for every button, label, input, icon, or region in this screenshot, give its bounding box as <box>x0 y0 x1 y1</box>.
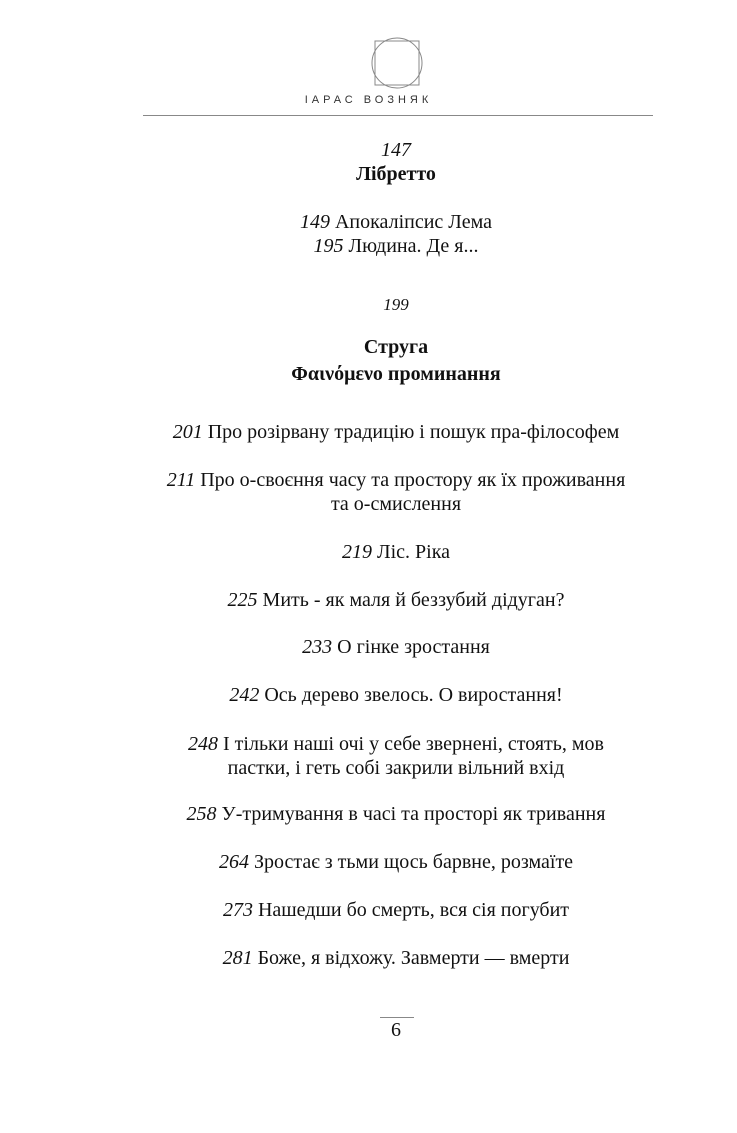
toc-entry-continuation: та о-смислення <box>330 493 462 515</box>
toc-section-title: Струга <box>363 336 429 358</box>
toc-entry <box>60 946 732 970</box>
toc-section-subtitle: Φαινόμενο проминання <box>291 363 501 385</box>
toc-entry-text: Боже, я відхожу. Завмерти — вмерти <box>257 947 570 969</box>
toc-entry-page: 258 <box>186 803 217 825</box>
page-number: 6 <box>391 1019 401 1041</box>
toc-entry-text: Ліс. Ріка <box>377 541 450 563</box>
toc-entry <box>60 234 732 258</box>
toc-entry-text: Людина. Де я... <box>348 235 479 257</box>
toc-entry <box>60 802 732 826</box>
toc-entry-text: Зростає з тьми щось барвне, розмаїте <box>253 851 574 873</box>
toc-entry <box>60 588 732 612</box>
toc-entry-text: Мить - як маля й беззубий дідуган? <box>262 589 565 611</box>
toc-section-page: 199 <box>383 295 409 314</box>
toc-entry-continuation: пастки, і геть собі закрили вільний вхід <box>227 757 565 779</box>
toc-entry-text: Нашедши бо смерть, вся сія погубит <box>257 899 570 921</box>
toc-entry-text: І тільки наші очі у себе звернені, стоять, мов <box>223 733 604 755</box>
toc-entry-page: 219 <box>342 541 373 563</box>
toc-entry-page: 195 <box>313 235 344 257</box>
toc-entry <box>60 468 732 492</box>
toc-entry-page: 242 <box>229 684 260 706</box>
toc-intro-page: 147 <box>381 139 411 161</box>
toc-entry <box>60 540 732 564</box>
toc-entry <box>60 635 732 659</box>
toc-entry-text: Про о-своєння часу та простору як їх проживання <box>200 469 626 491</box>
toc-entry-page: 149 <box>299 211 330 233</box>
toc-entry-page: 201 <box>172 421 203 443</box>
toc-entry <box>60 898 732 922</box>
toc-entry-text: Ось дерево звелось. О виростання! <box>264 684 563 706</box>
toc-entry <box>60 420 732 444</box>
toc-entry <box>60 683 732 707</box>
toc-entry-page: 211 <box>166 469 196 491</box>
logo-circle-square-icon <box>370 36 424 90</box>
toc-entry-page: 264 <box>218 851 249 873</box>
running-header-author: ІАРАС ВОЗНЯК <box>304 94 433 106</box>
toc-intro-title: Лібретто <box>356 163 436 185</box>
toc-entry <box>60 850 732 874</box>
toc-entry-text: Про розірвану традицію і пошук пра-філософем <box>207 421 620 443</box>
header-divider <box>143 115 653 116</box>
toc-entry-page: 225 <box>227 589 258 611</box>
toc-entry-page: 281 <box>222 947 253 969</box>
footer-divider <box>380 1017 414 1018</box>
toc-entry-page: 273 <box>222 899 253 921</box>
toc-entry-text: У-тримування в часі та просторі як тривання <box>221 803 606 825</box>
toc-entry <box>60 732 732 756</box>
toc-entry <box>60 210 732 234</box>
toc-entry-page: 248 <box>188 733 218 755</box>
toc-entry-text: Апокаліпсис Лема <box>334 211 492 233</box>
toc-entry-text: О гінке зростання <box>337 636 490 658</box>
toc-entry-page: 233 <box>302 636 333 658</box>
